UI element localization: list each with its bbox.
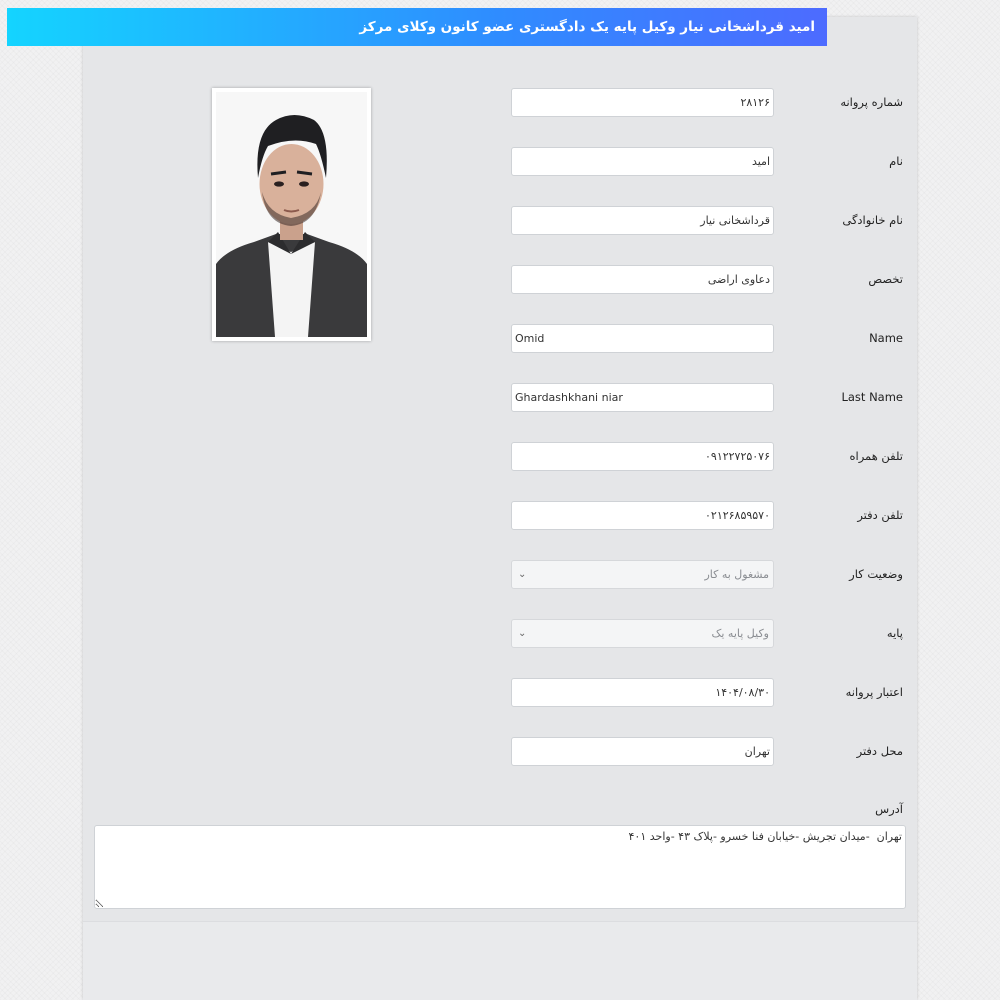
lawyer-photo: [212, 88, 371, 341]
page-title: امید قرداشخانی نیار وکیل پایه یک دادگستری عضو کانون وکلای مرکز: [359, 19, 815, 35]
license-number-label: شماره پروانه: [840, 95, 903, 109]
rank-select[interactable]: [511, 619, 774, 648]
specialty-input[interactable]: [511, 265, 774, 294]
last-name-fa-input[interactable]: [511, 206, 774, 235]
panel-footer: [83, 921, 917, 1000]
first-name-fa-input[interactable]: [511, 147, 774, 176]
work-status-value: مشغول به کار: [704, 568, 769, 581]
chevron-down-icon: ⌄: [518, 628, 527, 639]
person-portrait-icon: [216, 92, 367, 337]
chevron-down-icon: ⌄: [518, 569, 527, 580]
specialty-label: تخصص: [868, 272, 903, 286]
office-location-input[interactable]: [511, 737, 774, 766]
work-status-select[interactable]: [511, 560, 774, 589]
profile-header: [7, 8, 827, 46]
first-name-en-label: Name: [869, 331, 903, 345]
last-name-en-label: Last Name: [841, 390, 903, 404]
first-name-en-input[interactable]: [511, 324, 774, 353]
office-phone-input[interactable]: [511, 501, 774, 530]
last-name-fa-label: نام خانوادگی: [842, 213, 903, 227]
last-name-en-input[interactable]: [511, 383, 774, 412]
license-number-input[interactable]: [511, 88, 774, 117]
first-name-fa-label: نام: [889, 154, 903, 168]
license-validity-input[interactable]: [511, 678, 774, 707]
address-textarea[interactable]: [94, 825, 906, 909]
office-phone-label: تلفن دفتر: [857, 508, 903, 522]
rank-label: پایه: [886, 626, 903, 640]
mobile-phone-input[interactable]: [511, 442, 774, 471]
work-status-label: وضعیت کار: [849, 567, 903, 581]
office-location-label: محل دفتر: [856, 744, 903, 758]
license-validity-label: اعتبار پروانه: [845, 685, 903, 699]
rank-value: وکیل پایه یک: [711, 627, 769, 640]
address-label: آدرس: [875, 802, 903, 816]
mobile-phone-label: تلفن همراه: [849, 449, 903, 463]
